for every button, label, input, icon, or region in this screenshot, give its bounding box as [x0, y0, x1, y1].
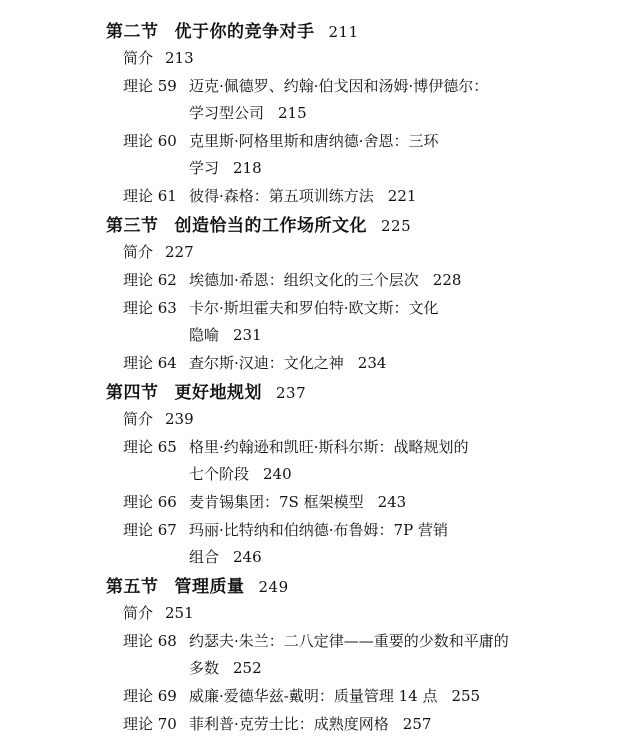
theory-label: 理论 67 — [123, 521, 177, 539]
theory-title-line: 埃德加·希恩：组织文化的三个层次 — [189, 271, 419, 289]
section-label: 第三节 — [106, 216, 159, 236]
theory-title-line: 学习 — [189, 159, 220, 177]
theory-label: 理论 59 — [123, 77, 177, 95]
section-heading — [106, 385, 306, 402]
page-number: 211 — [328, 23, 359, 41]
section-title: 管理质量 — [174, 577, 245, 597]
page-number: 218 — [233, 159, 262, 177]
intro-entry — [123, 245, 194, 260]
theory-entry-continuation — [189, 106, 307, 121]
theory-entry — [123, 634, 509, 649]
intro-label: 简介 — [123, 243, 154, 261]
page-number: 227 — [165, 243, 194, 261]
theory-entry — [123, 523, 448, 538]
theory-entry-continuation — [189, 550, 262, 565]
theory-title-line: 彼得·森格：第五项训练方法 — [189, 187, 374, 205]
theory-title-line: 约瑟夫·朱兰：二八定律——重要的少数和平庸的 — [189, 632, 509, 650]
intro-entry — [123, 606, 194, 621]
theory-entry — [123, 301, 439, 316]
section-title: 创造恰当的工作场所文化 — [174, 216, 367, 236]
theory-label: 理论 66 — [123, 493, 177, 511]
theory-title-line: 菲利普·克劳士比：成熟度网格 — [189, 715, 389, 733]
theory-label: 理论 68 — [123, 632, 177, 650]
page-number: 221 — [387, 187, 417, 205]
theory-label: 理论 63 — [123, 299, 177, 317]
page-number: 234 — [357, 354, 387, 372]
theory-title-line: 卡尔·斯坦霍夫和罗伯特·欧文斯：文化 — [189, 299, 439, 317]
section-label: 第五节 — [106, 577, 159, 597]
theory-label: 理论 60 — [123, 132, 177, 150]
intro-label: 简介 — [123, 410, 154, 428]
theory-title-line: 七个阶段 — [189, 465, 250, 483]
theory-entry — [123, 273, 461, 288]
page-number: 257 — [402, 715, 432, 733]
theory-label: 理论 69 — [123, 687, 177, 705]
theory-entry — [123, 717, 431, 732]
page-number: 251 — [165, 604, 194, 622]
page-number: 225 — [381, 217, 412, 235]
theory-title-line: 克里斯·阿格里斯和唐纳德·舍恩：三环 — [189, 132, 439, 150]
theory-entry-continuation — [189, 328, 262, 343]
page-number: 228 — [432, 271, 462, 289]
intro-entry — [123, 412, 194, 427]
intro-label: 简介 — [123, 49, 154, 67]
section-label: 第二节 — [106, 22, 159, 42]
theory-entry — [123, 134, 439, 149]
theory-entry — [123, 689, 480, 704]
theory-title-line: 多数 — [189, 659, 220, 677]
theory-entry — [123, 440, 469, 455]
section-heading — [106, 24, 359, 41]
page-number: 252 — [233, 659, 262, 677]
theory-entry — [123, 79, 488, 94]
theory-title-line: 迈克·佩德罗、约翰·伯戈因和汤姆·博伊德尔： — [189, 77, 489, 95]
page-number: 240 — [263, 465, 292, 483]
theory-entry-continuation — [189, 467, 292, 482]
theory-label: 理论 65 — [123, 438, 177, 456]
theory-title-line: 查尔斯·汉迪：文化之神 — [189, 354, 344, 372]
page-number: 237 — [276, 384, 307, 402]
intro-entry — [123, 51, 194, 66]
theory-title-line: 格里·约翰逊和凯旺·斯科尔斯：战略规划的 — [189, 438, 469, 456]
theory-entry-continuation — [189, 161, 262, 176]
theory-title-line: 麦肯锡集团：7S 框架模型 — [189, 493, 364, 511]
theory-title-line: 组合 — [189, 548, 220, 566]
theory-entry-continuation — [189, 661, 262, 676]
theory-label: 理论 61 — [123, 187, 177, 205]
theory-label: 理论 64 — [123, 354, 177, 372]
theory-label: 理论 62 — [123, 271, 177, 289]
intro-label: 简介 — [123, 604, 154, 622]
theory-entry — [123, 189, 416, 204]
section-heading — [106, 579, 289, 596]
page-number: 239 — [165, 410, 194, 428]
theory-title-line: 隐喻 — [189, 326, 220, 344]
theory-title-line: 威廉·爱德华兹-戴明：质量管理 14 点 — [189, 687, 438, 705]
section-title: 更好地规划 — [174, 383, 262, 403]
theory-entry — [123, 495, 406, 510]
page-number: 215 — [278, 104, 307, 122]
page-number: 213 — [165, 49, 194, 67]
theory-title-line: 玛丽·比特纳和伯纳德·布鲁姆：7P 营销 — [189, 521, 448, 539]
page-number: 246 — [233, 548, 262, 566]
page-number: 231 — [233, 326, 262, 344]
theory-entry — [123, 356, 386, 371]
section-title: 优于你的竞争对手 — [174, 22, 315, 42]
section-label: 第四节 — [106, 383, 159, 403]
section-heading — [106, 218, 411, 235]
theory-label: 理论 70 — [123, 715, 177, 733]
theory-title-line: 学习型公司 — [189, 104, 265, 122]
page-number: 243 — [377, 493, 407, 511]
page-number: 255 — [451, 687, 481, 705]
page-number: 249 — [258, 578, 289, 596]
